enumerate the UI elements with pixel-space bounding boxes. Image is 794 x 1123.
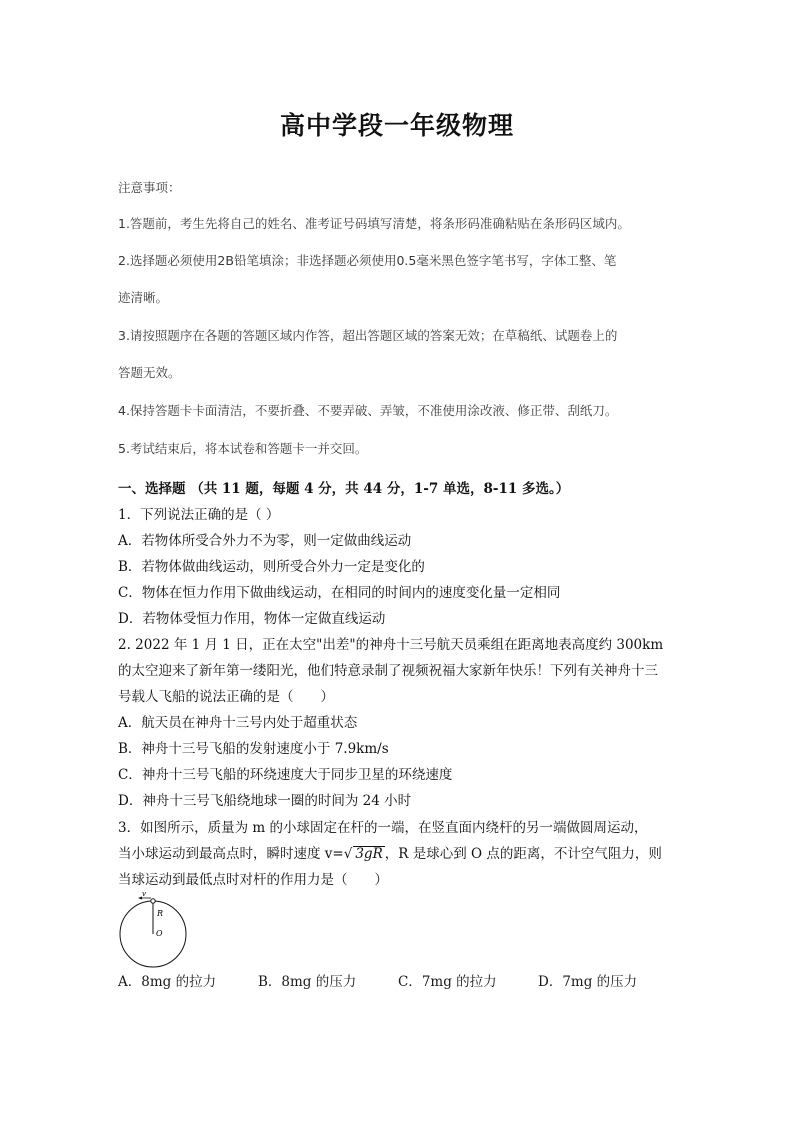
question-3-options	[118, 970, 678, 992]
question-3-stem-line	[118, 842, 662, 862]
question-1-option-a: A．若物体所受合外力不为零，则一定做曲线运动	[118, 533, 412, 549]
question-3-option-d: D．7mg 的压力	[538, 974, 638, 990]
note-line: 5.考试结束后，将本试卷和答题卡一并交回。	[118, 441, 368, 456]
section-heading: 一、选择题 （共 11 题，每题 4 分，共 44 分，1-7 单选，8-11 多选。）	[118, 481, 570, 497]
label-o: O	[156, 929, 163, 938]
question-2-option-c: C．神舟十三号飞船的环绕速度大于同步卫星的环绕速度	[118, 767, 453, 783]
question-3-stem-line: 当球运动到最低点时对杆的作用力是（ ）	[118, 872, 388, 888]
question-3-stem-line: 3．如图所示，质量为 m 的小球固定在杆的一端，在竖直面内绕杆的另一端做圆周运动，	[118, 820, 648, 836]
note-line: 3.请按照题序在各题的答题区域内作答，超出答题区域的答案无效；在草稿纸、试题卷上的	[118, 328, 618, 343]
question-1-option-d: D．若物体受恒力作用，物体一定做直线运动	[118, 611, 386, 627]
question-1-option-b: B．若物体做曲线运动，则所受合外力一定是变化的	[118, 559, 425, 575]
question-1-stem: 1．下列说法正确的是（ ）	[118, 507, 280, 523]
note-line: 4.保持答题卡卡面清洁，不要折叠、不要弄破、弄皱，不准使用涂改液、修正带、刮纸刀。	[118, 403, 618, 418]
question-2-option-d: D．神舟十三号飞船绕地球一圈的时间为 24 小时	[118, 793, 412, 809]
sqrt-sign: √	[343, 846, 353, 862]
question-2-stem-line: 2. 2022 年 1 月 1 日，正在太空"出差"的神舟十三号航天员乘组在距离地表高度约 300km	[118, 637, 664, 653]
notes-header: 注意事项：	[118, 180, 181, 195]
question-1-option-c: C．物体在恒力作用下做曲线运动，在相同的时间内的速度变化量一定相同	[118, 585, 561, 601]
question-3-stem-text: ，R 是球心到 O 点的距离，不计空气阻力，则	[384, 846, 662, 862]
sqrt-radicand: 3gR	[355, 846, 383, 862]
question-2-option-a: A．航天员在神舟十三号内处于超重状态	[118, 715, 358, 731]
question-3-stem-text: 当小球运动到最高点时，瞬时速度 v=	[118, 846, 344, 862]
question-2-stem-line: 号载人飞船的说法正确的是（ ）	[118, 689, 334, 705]
label-v: v	[142, 890, 146, 898]
note-line: 2.选择题必须使用2B铅笔填涂；非选择题必须使用0.5毫米黑色签字笔书写，字体工整、笔	[118, 253, 617, 268]
note-line: 答题无效。	[118, 365, 181, 380]
note-line: 1.答题前，考生先将自己的姓名、准考证号码填写清楚，将条形码准确粘贴在条形码区域内。	[118, 216, 630, 231]
question-2-stem-line: 的太空迎来了新年第一缕阳光，他们特意录制了视频祝福大家新年快乐！下列有关神舟十三	[118, 663, 658, 679]
question-3-option-c: C．7mg 的拉力	[398, 974, 497, 990]
label-r: R	[157, 909, 164, 918]
question-3-option-a: A．8mg 的拉力	[118, 974, 217, 990]
question-2-option-b: B．神舟十三号飞船的发射速度小于 7.9km/s	[118, 741, 389, 757]
page-title: 高中学段一年级物理	[279, 111, 514, 140]
note-line: 迹清晰。	[118, 290, 169, 305]
question-3-option-b: B．8mg 的压力	[258, 974, 357, 990]
ball	[151, 899, 155, 903]
circular-motion-diagram	[118, 890, 198, 970]
